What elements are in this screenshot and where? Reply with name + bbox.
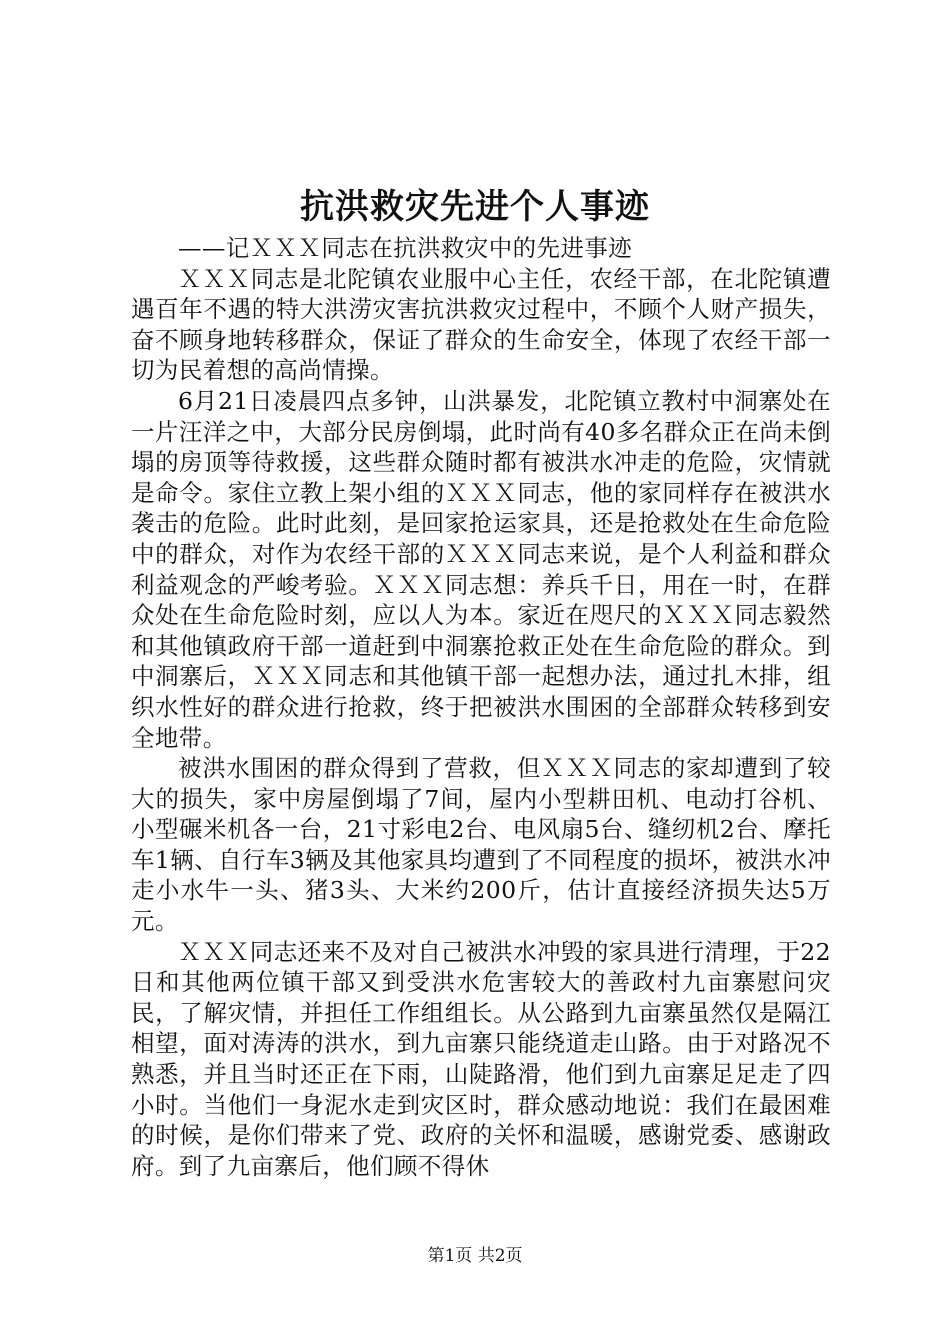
paragraph-1: ＸＸＸ同志是北陀镇农业服中心主任，农经干部，在北陀镇遭遇百年不遇的特大洪涝灾害抗洪救灾过程中，不顾个人财产损失，奋不顾身地转移群众，保证了群众的生命安全，体现了农经干部一切为民着想的高尚情操。 bbox=[131, 264, 831, 385]
paragraph-3: 被洪水围困的群众得到了营救，但ＸＸＸ同志的家却遭到了较大的损失，家中房屋倒塌了7间，屋内小型耕田机、电动打谷机、小型碾米机各一台，21寸彩电2台、电风扇5台、缝纫机2台、摩托车1辆、自行车3辆及其他家具均遭到了不同程度的损坏，被洪水冲走小水牛一头、猪3头、大米约200斤，估计直接经济损失达5万元。 bbox=[131, 754, 831, 936]
document-subtitle: ——记ＸＸＸ同志在抗洪救灾中的先进事迹 bbox=[178, 234, 633, 262]
document-body bbox=[131, 233, 831, 1181]
paragraph-4: ＸＸＸ同志还来不及对自己被洪水冲毁的家具进行清理，于22日和其他两位镇干部又到受洪水危害较大的善政村九亩寨慰问灾民，了解灾情，并担任工作组组长。从公路到九亩寨虽然仅是隔江相望，面对涛涛的洪水，到九亩寨只能绕道走山路。由于对路况不熟悉，并且当时还正在下雨，山陡路滑，他们到九亩寨足足走了四小时。当他们一身泥水走到灾区时，群众感动地说：我们在最困难的时候，是你们带来了党、政府的关怀和温暖，感谢党委、感谢政府。到了九亩寨后，他们顾不得休 bbox=[131, 937, 831, 1180]
page-number-footer: 第1页 共2页 bbox=[427, 1246, 523, 1266]
paragraph-2: 6月21日凌晨四点多钟，山洪暴发，北陀镇立教村中洞寨处在一片汪洋之中，大部分民房倒塌，此时尚有40多名群众正在尚未倒塌的房顶等待救援，这些群众随时都有被洪水冲走的危险，灾情就是命令。家住立教上架小组的ＸＸＸ同志，他的家同样存在被洪水袭击的危险。此时此刻，是回家抢运家具，还是抢救处在生命危险中的群众，对作为农经干部的ＸＸＸ同志来说，是个人利益和群众利益观念的严峻考验。ＸＸＸ同志想：养兵千日，用在一时，在群众处在生命危险时刻，应以人为本。家近在咫尺的ＸＸＸ同志毅然和其他镇政府干部一道赶到中洞寨抢救正处在生命危险的群众。到中洞寨后，ＸＸＸ同志和其他镇干部一起想办法，通过扎木排，组织水性好的群众进行抢救，终于把被洪水围困的全部群众转移到安全地带。 bbox=[131, 386, 831, 752]
document-title: 抗洪救灾先进个人事迹 bbox=[300, 187, 650, 227]
